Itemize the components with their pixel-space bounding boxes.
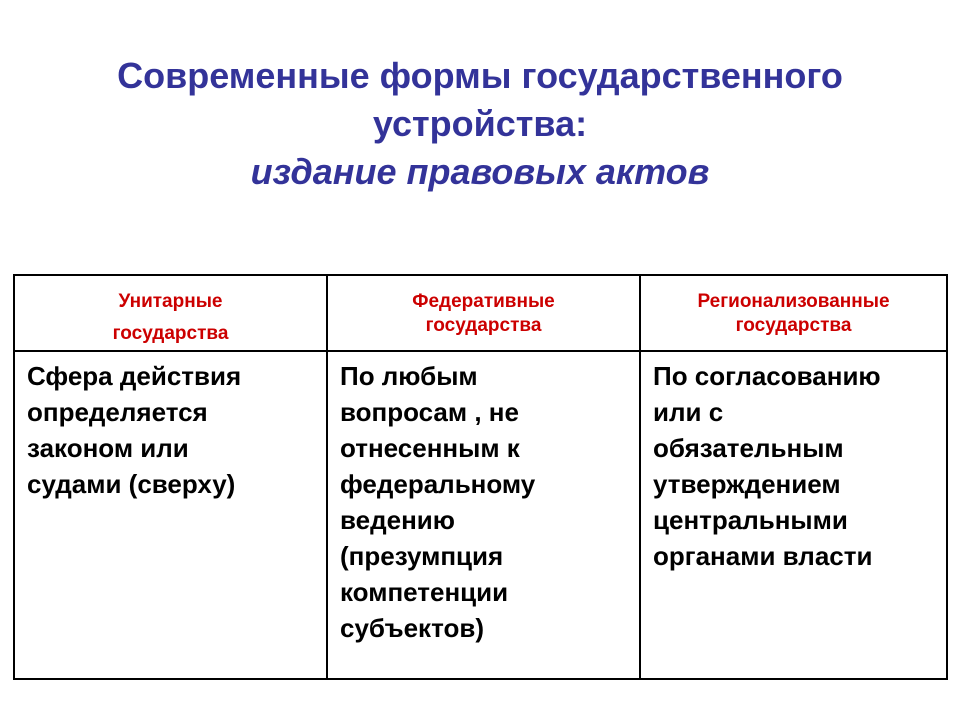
cell-federative-line: федеральному [340,469,536,499]
cell-federative-line: отнесенным к [340,433,520,463]
cell-federative-line: компетенции [340,577,509,607]
cell-federative-line: вопросам , не [340,397,519,427]
cell-regionalized-line: центральными [653,505,848,535]
cell-regionalized-line: обязательным [653,433,844,463]
title-line-2: устройства: [372,103,588,144]
cell-federative-line: субъектов) [340,613,484,643]
cell-federative-line: ведению [340,505,455,535]
cell-unitary-line: судами (сверху) [27,469,236,499]
cell-regionalized-line: органами власти [653,541,873,571]
cell-unitary [14,351,327,679]
table-body-row [14,351,947,679]
header-regionalized [640,275,947,351]
cell-regionalized-line: По согласованию [653,361,881,391]
cell-federative-line: По любым [340,361,478,391]
cell-regionalized-line: утверждением [653,469,841,499]
header-federative-line-2: государства [425,315,542,336]
header-federative-line-1: Федеративные [412,291,555,312]
header-regionalized-line-1: Регионализованные [697,291,890,312]
header-federative [327,275,640,351]
cell-federative-line: (презумпция [340,541,504,571]
cell-federative [327,351,640,679]
cell-regionalized-line: или с [653,397,724,427]
header-regionalized-line-2: государства [735,315,852,336]
subtitle: издание правовых актов [250,151,710,192]
cell-unitary-line: законом или [27,433,189,463]
cell-unitary-line: Сфера действия [27,361,242,391]
comparison-table [13,274,948,680]
header-unitary [14,275,327,351]
table-header-row [14,275,947,351]
title-line-1: Современные формы государственного [117,55,843,96]
header-unitary-line-1: Унитарные [118,291,223,312]
cell-regionalized [640,351,947,679]
header-unitary-line-2: государства [112,323,229,344]
slide-title [0,52,960,196]
cell-unitary-line: определяется [27,397,208,427]
